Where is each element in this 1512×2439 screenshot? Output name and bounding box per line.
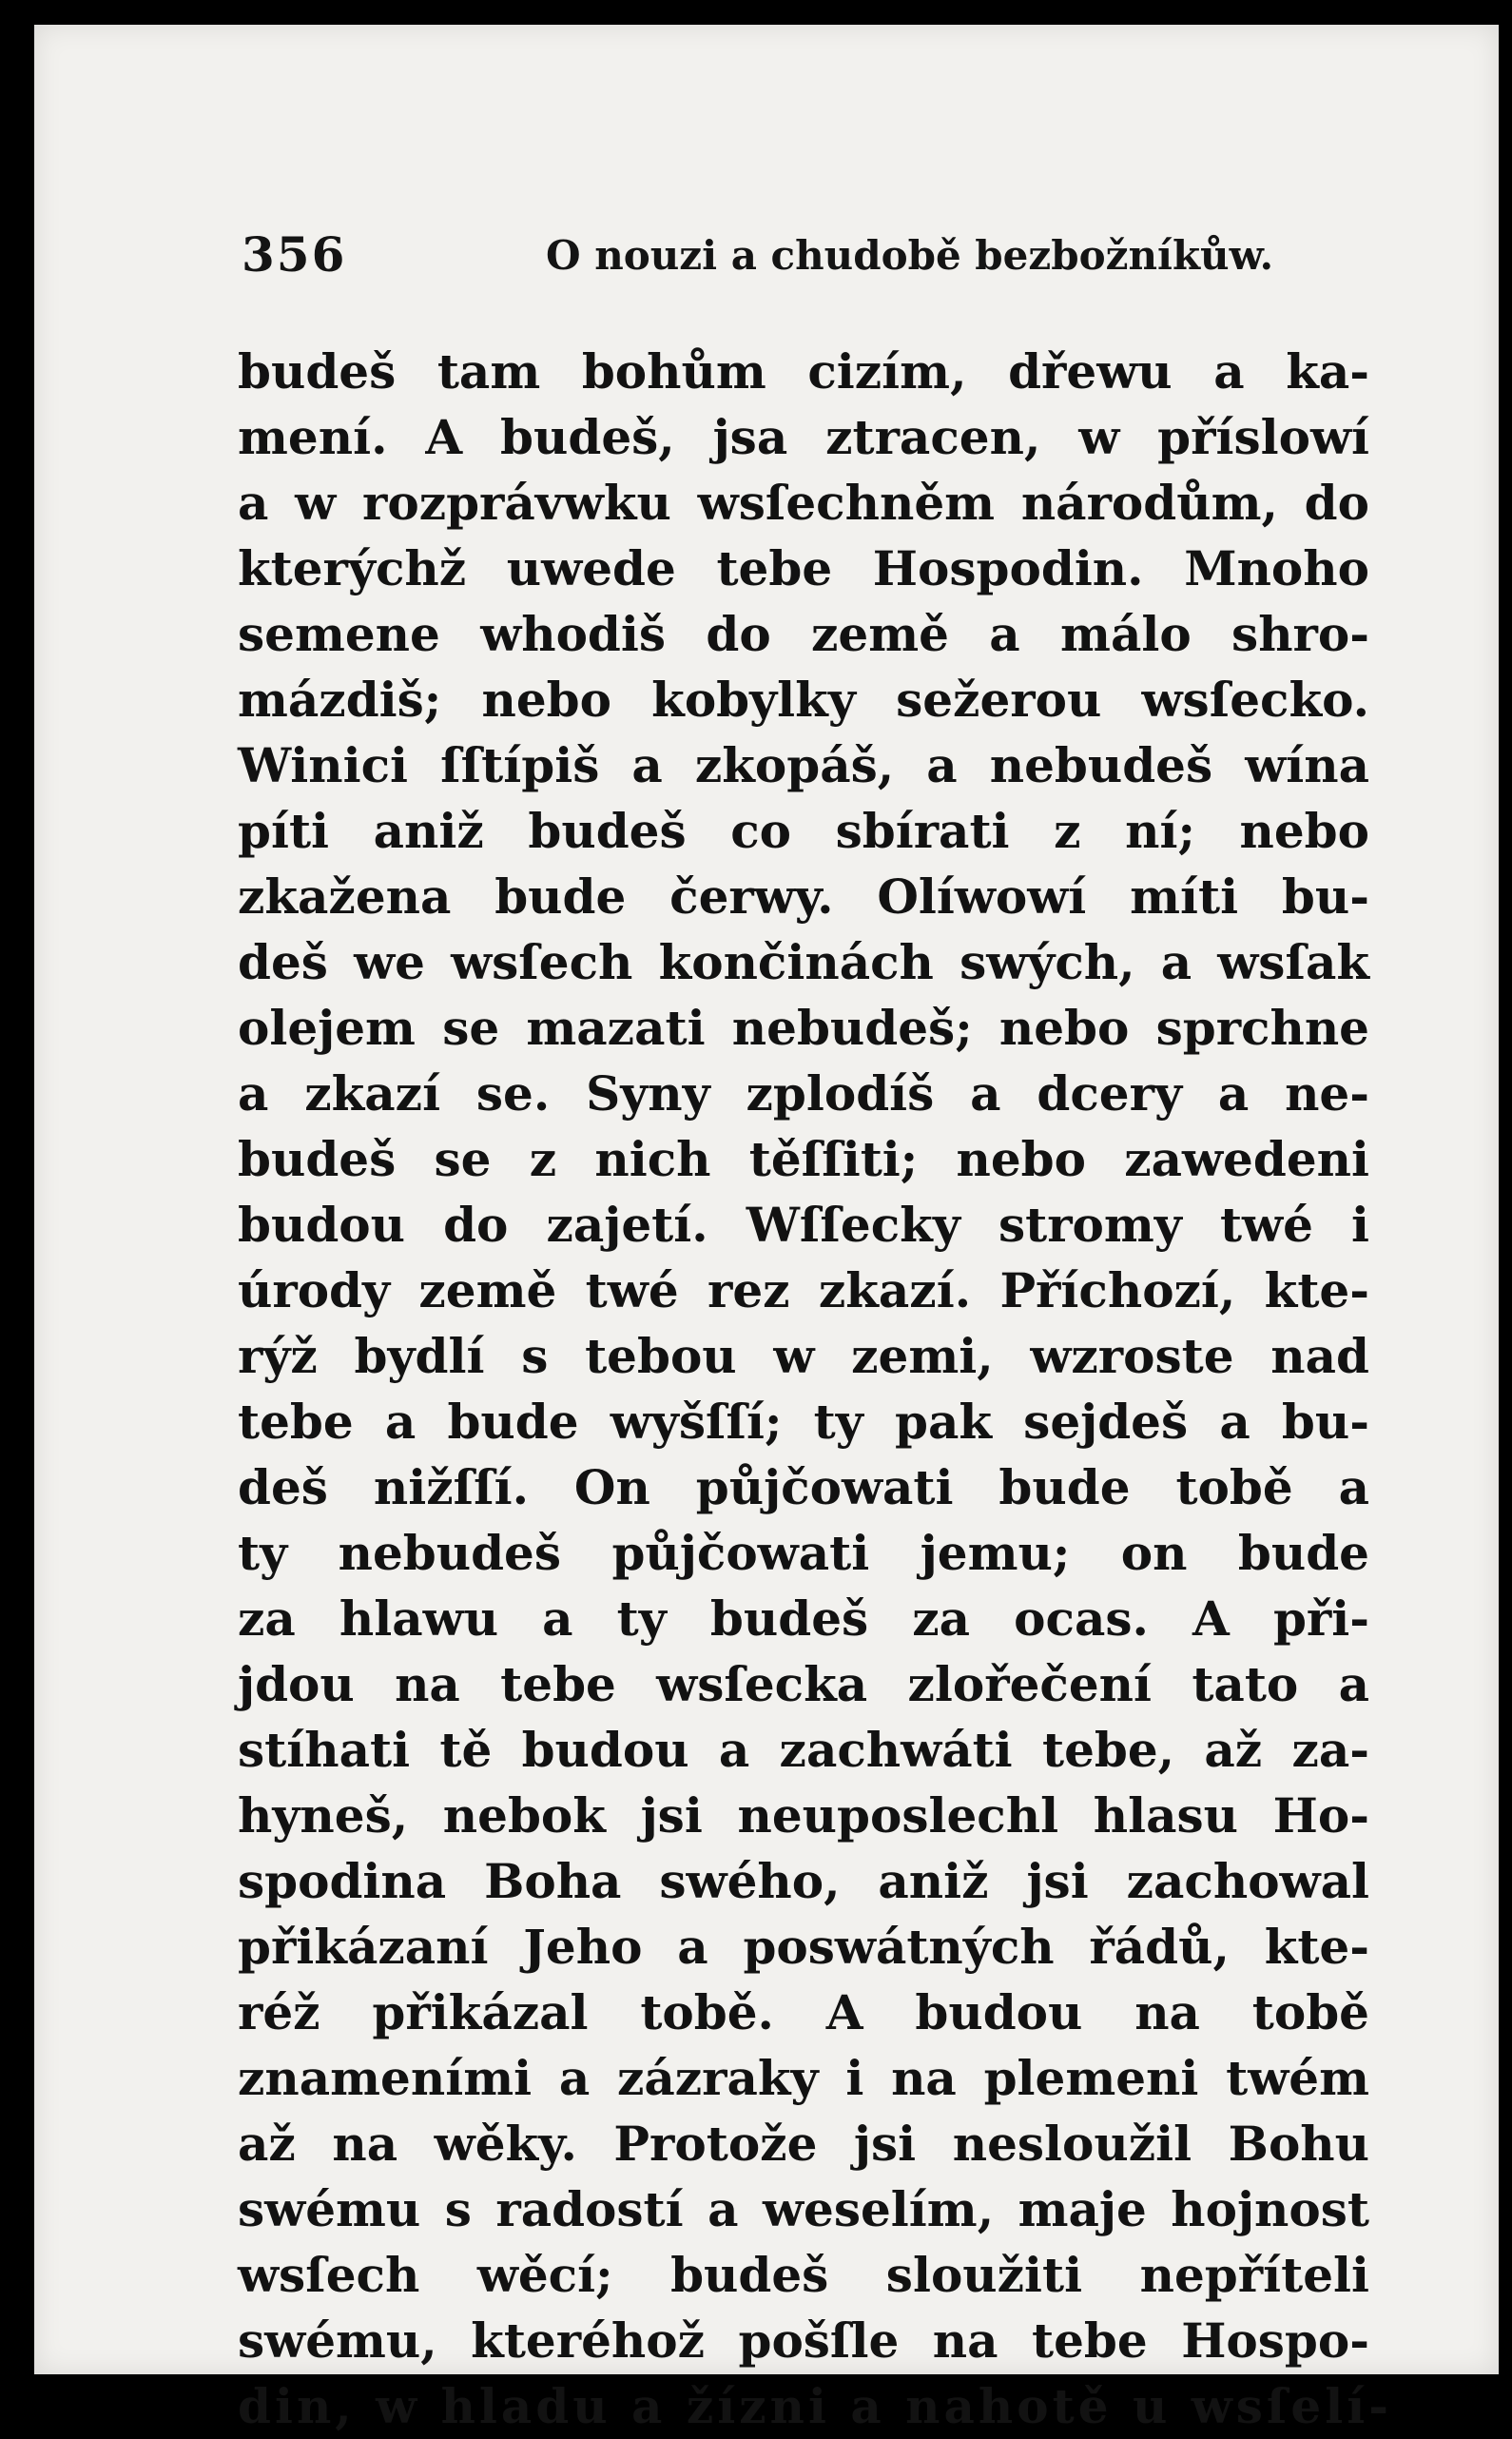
- text-line: swému s radostí a weselím, maje hojnost: [238, 2181, 1369, 2237]
- text-line: semene whodiš do země a málo shro-: [238, 606, 1369, 662]
- text-line: ty nebudeš půjčowati jemu; on bude: [238, 1525, 1369, 1581]
- page-number: 356: [242, 226, 347, 283]
- text-line: tebe a bude wyšſſí; ty pak sejdeš a bu-: [238, 1394, 1369, 1450]
- text-line: stíhati tě budou a zachwáti tebe, až za-: [238, 1722, 1369, 1778]
- text-line: a w rozprávwku wsſechněm národům, do: [238, 475, 1369, 531]
- text-line: spodina Boha swého, aniž jsi zachowal: [238, 1853, 1369, 1909]
- text-line: deš we wsſech končinách swých, a wsſak: [238, 934, 1369, 990]
- text-line: Winici ſſtípiš a zkopáš, a nebudeš wína: [238, 737, 1369, 793]
- text-line: wsſech wěcí; budeš sloužiti nepříteli: [238, 2247, 1369, 2303]
- text-line: budeš tam bohům cizím, dřewu a ka-: [238, 343, 1369, 400]
- running-title: O nouzi a chudobě bezbožníkůw.: [546, 232, 1274, 279]
- body-text: [238, 339, 1392, 2439]
- text-line: kterýchž uwede tebe Hospodin. Mnoho: [238, 540, 1369, 596]
- text-line: rýž bydlí s tebou w zemi, wzroste nad: [238, 1328, 1369, 1384]
- text-line: jdou na tebe wsſecka zlořečení tato a: [238, 1656, 1369, 1712]
- text-line: za hlawu a ty budeš za ocas. A při-: [238, 1590, 1369, 1647]
- text-line: píti aniž budeš co sbírati z ní; nebo: [238, 803, 1369, 859]
- text-line: réž přikázal tobě. A budou na tobě: [238, 1984, 1369, 2040]
- text-line: zkažena bude čerwy. Olíwowí míti bu-: [238, 868, 1369, 925]
- text-line: din, w hladu a žízni a nahotě u wsſelí-: [238, 2378, 1392, 2434]
- text-line: swému, kteréhož pošſle na tebe Hospo-: [238, 2312, 1369, 2369]
- text-line: mení. A budeš, jsa ztracen, w příslowí: [238, 409, 1369, 465]
- text-line: přikázaní Jeho a poswátných řádů, kte-: [238, 1919, 1369, 1975]
- text-line: a zkazí se. Syny zplodíš a dcery a ne-: [238, 1065, 1369, 1122]
- text-line: úrody země twé rez zkazí. Příchozí, kte-: [238, 1262, 1369, 1318]
- text-line: deš nižſſí. On půjčowati bude tobě a: [238, 1459, 1369, 1515]
- page-header: [242, 226, 1364, 293]
- text-line: znameními a zázraky i na plemeni twém: [238, 2050, 1369, 2106]
- text-line: mázdiš; nebo kobylky sežerou wsſecko.: [238, 672, 1369, 728]
- text-line: budou do zajetí. Wſſecky stromy twé i: [238, 1197, 1369, 1253]
- text-line: budeš se z nich těſſiti; nebo zawedeni: [238, 1131, 1369, 1187]
- text-line: olejem se mazati nebudeš; nebo sprchne: [238, 1000, 1369, 1056]
- book-page: [34, 25, 1499, 2434]
- text-line: až na wěky. Protože jsi nesloužil Bohu: [238, 2116, 1369, 2172]
- text-line: hyneš, nebok jsi neuposlechl hlasu Ho-: [238, 1787, 1369, 1844]
